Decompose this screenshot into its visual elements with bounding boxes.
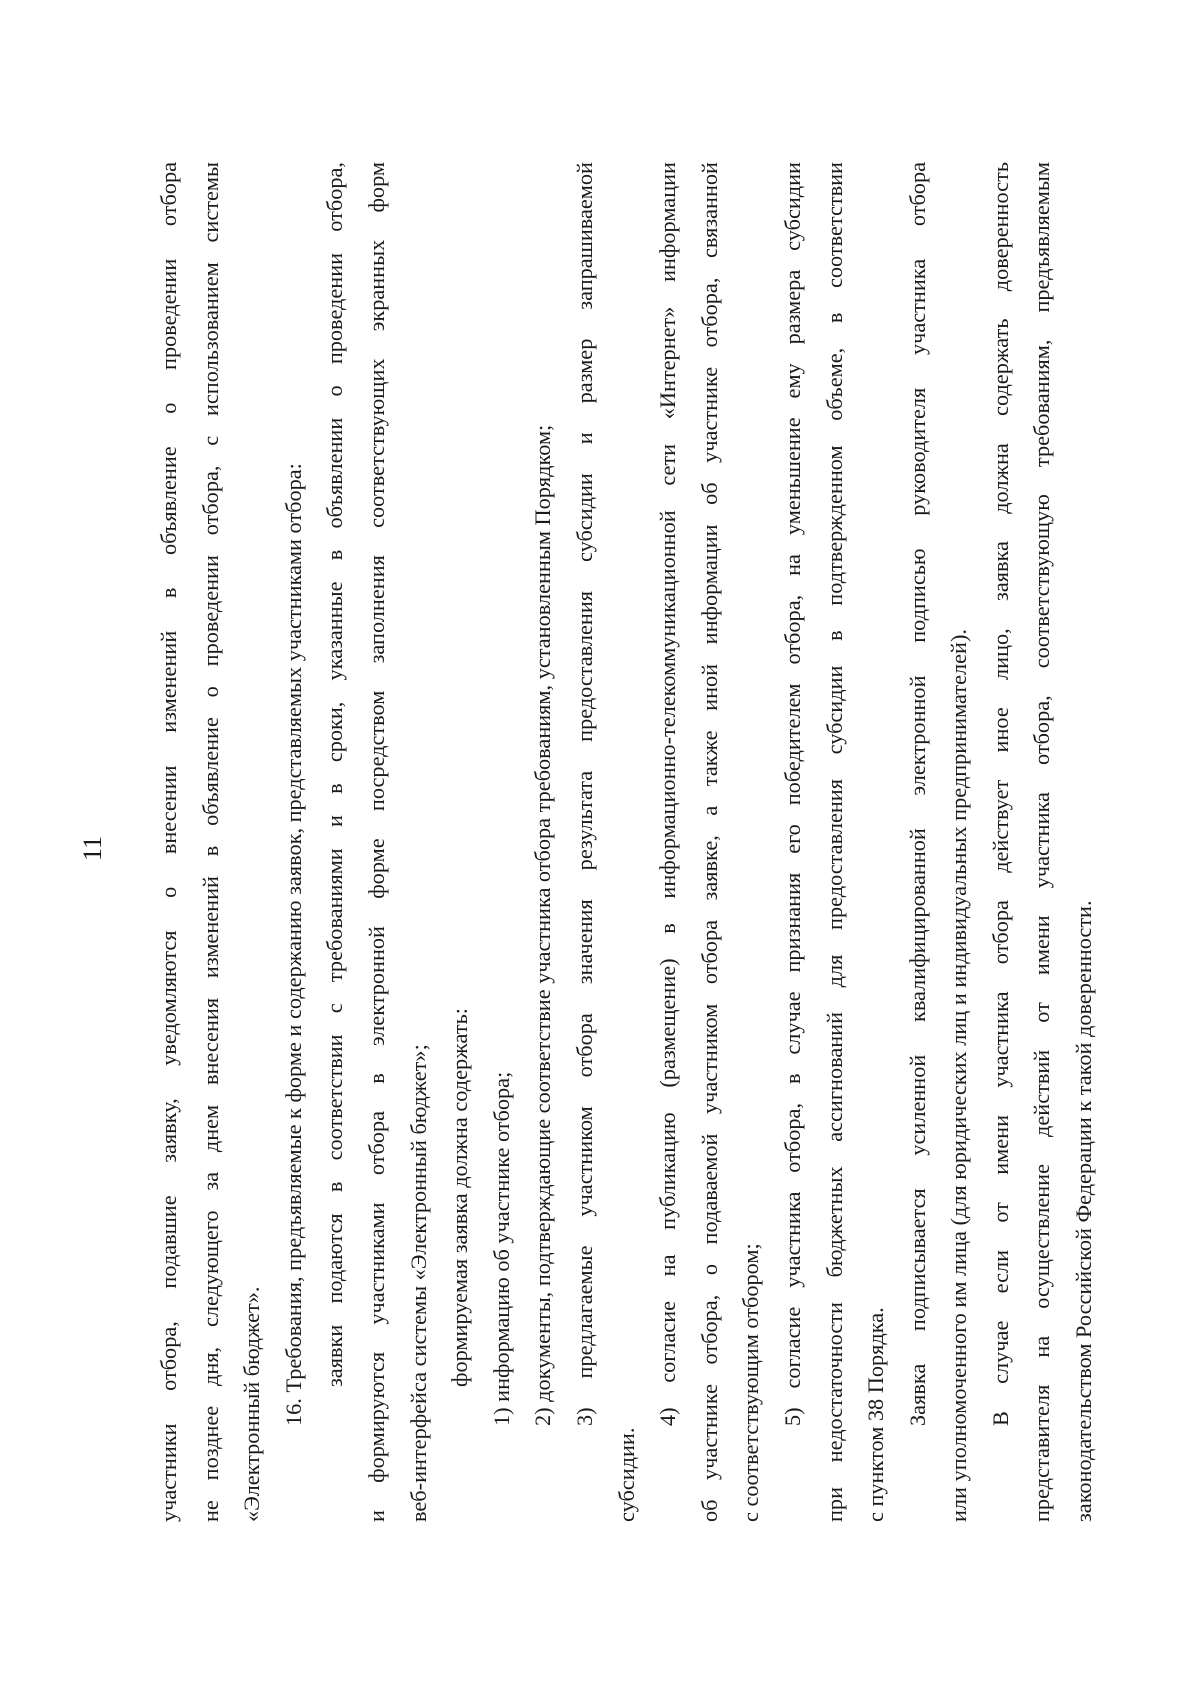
text-line: субсидии. [613,1427,639,1522]
text-line: с пунктом 38 Порядка. [863,1307,889,1522]
text-line: представителя на осуществление действий от имени участника отбора, соответствующую требованиям, предъявляемым [1029,162,1055,1522]
text-line: с соответствующим отбором; [738,1243,764,1522]
text-line: веб-интерфейса системы «Электронный бюджет»; [405,1044,431,1522]
text-line: или уполномоченного им лица (для юридических лиц и индивидуальных предпринимателей). [946,629,972,1522]
text-line: при недостаточности бюджетных ассигнований для предоставления субсидии в подтвержденном объеме, в соответствии [821,162,847,1522]
text-line: В случае если от имени участника отбора действует иное лицо, заявка должна содержать доверенность [987,162,1013,1426]
text-line: 2) документы, подтверждающие соответствие участника отбора требованиям, установленным Порядком; [530,424,556,1426]
page-number: 11 [78,835,107,862]
text-line: участники отбора, подавшие заявку, уведомляются о внесении изменений в объявление о проведении отбора [156,162,181,1522]
text-line: и формируются участниками отбора в электронной форме посредством заполнения соответствующих экранных форм [363,162,389,1522]
text-line: заявки подаются в соответствии с требованиями и в сроки, указанные в объявлении о проведении отбора, [322,162,348,1387]
text-line: 1) информацию об участнике отбора; [488,1071,514,1426]
text-line: Заявка подписывается усиленной квалифицированной электронной подписью руководителя участника отбора [904,162,930,1426]
text-line: об участнике отбора, о подаваемой участником отбора заявке, а также иной информации об участнике отбора, связанной [696,162,722,1522]
text-line: 16. Требования, предъявляемые к форме и содержанию заявок, представляемых участниками отбора: [280,463,306,1426]
text-line: законодательством Российской Федерации к такой доверенности. [1071,900,1097,1522]
text-line: 3) предлагаемые участником отбора значения результата предоставления субсидии и размер запрашиваемой [571,162,597,1426]
text-line: не позднее дня, следующего за днем внесения изменений в объявление о проведении отбора, с использованием системы [197,162,223,1522]
text-line: 4) согласие на публикацию (размещение) в информационно-телекоммуникационной сети «Интернет» информации [655,162,681,1426]
text-line: 5) согласие участника отбора, в случае признания его победителем отбора, на уменьшение ему размера субсидии [779,162,805,1426]
text-line: «Электронный бюджет». [239,1286,265,1522]
text-line: формируемая заявка должна содержать: [447,1008,473,1387]
document-body [148,162,1105,1522]
